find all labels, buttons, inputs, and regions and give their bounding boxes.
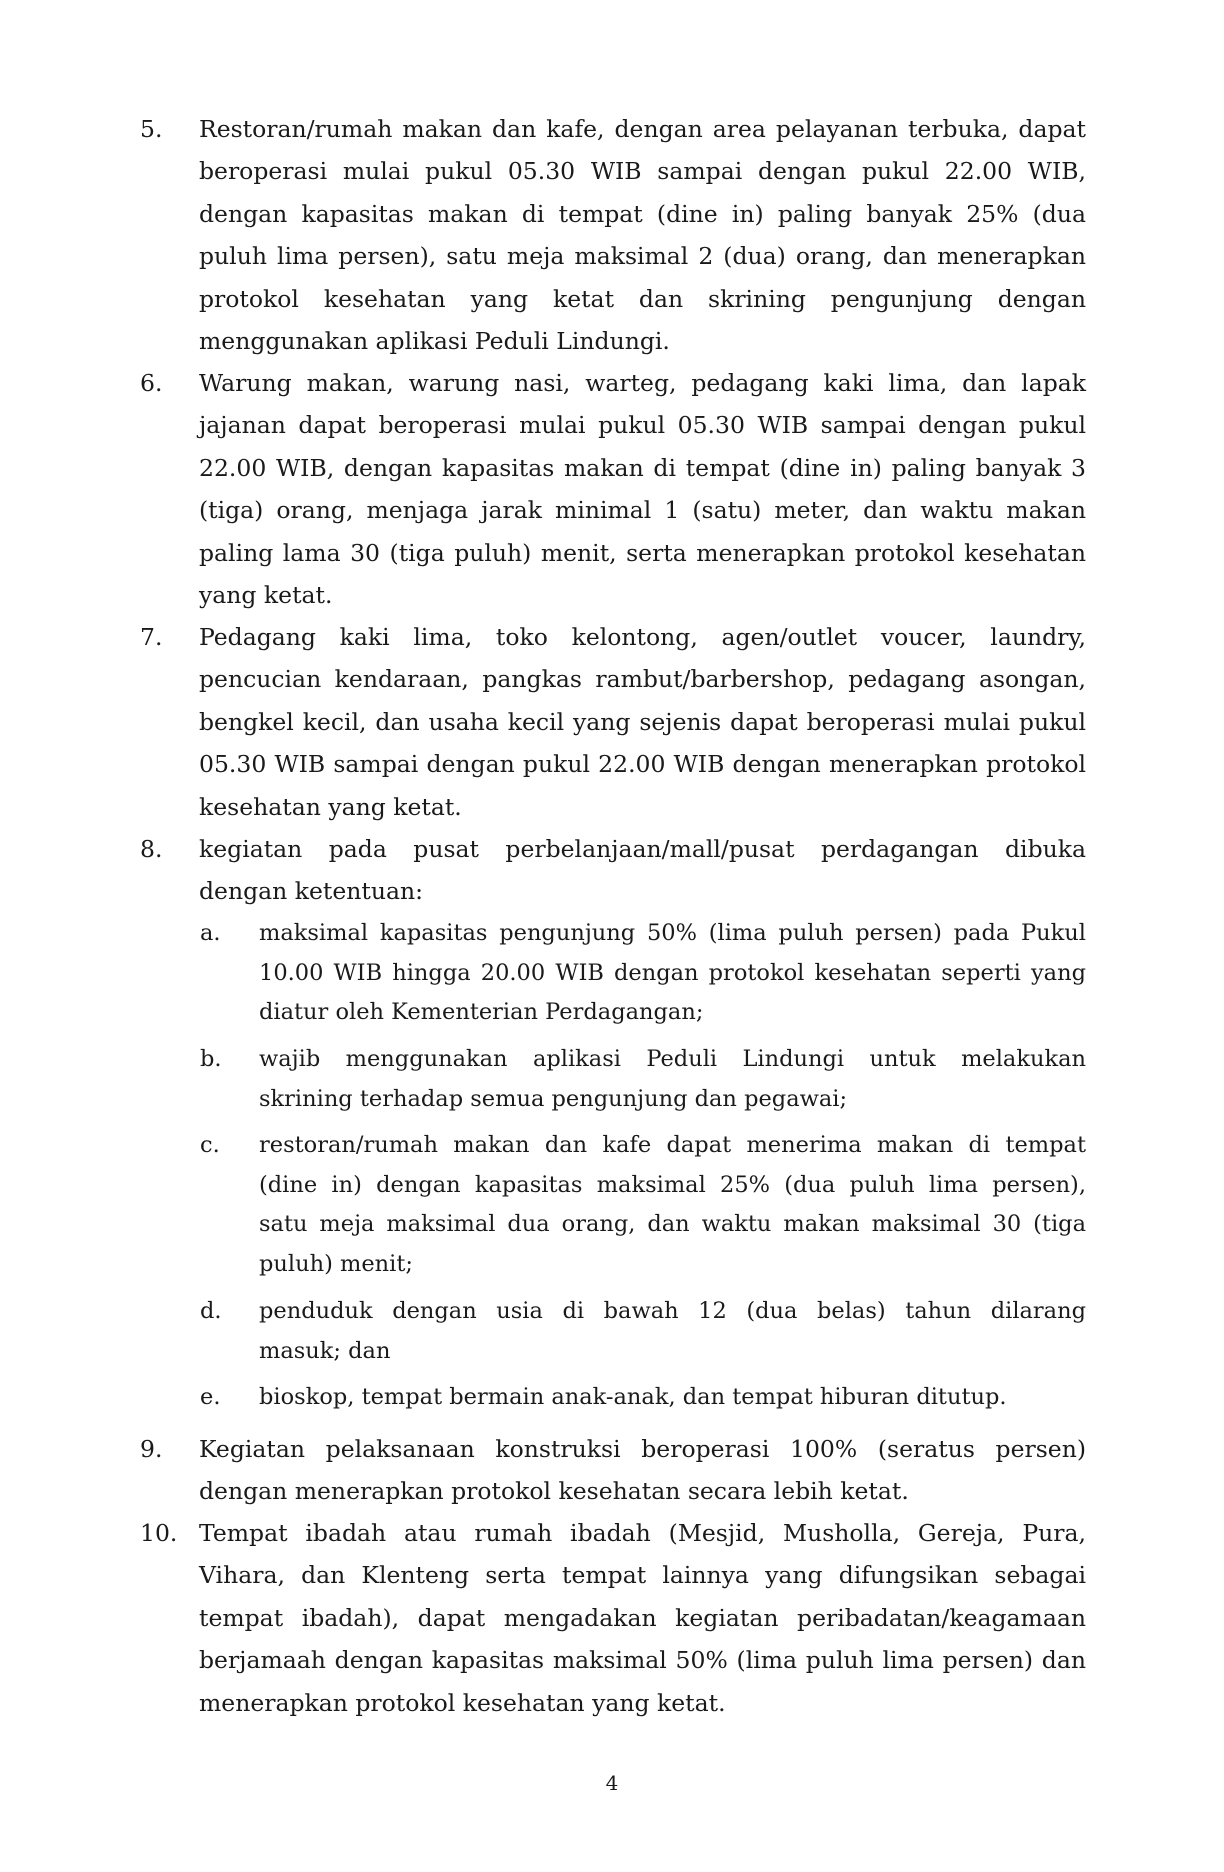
- list-item-text: [199, 362, 1086, 616]
- text-line: Pedagang kaki lima, toko kelontong, agen/outlet voucer, laundry,: [199, 623, 1086, 651]
- text-line: puluh lima persen), satu meja maksimal 2 (dua) orang, dan menerapkan: [199, 242, 1086, 271]
- text-line: (tiga) orang, menjaga jarak minimal 1 (satu) meter, dan waktu makan: [199, 496, 1086, 525]
- text-line: puluh) menit;: [259, 1250, 413, 1277]
- text-line: jajanan dapat beroperasi mulai pukul 05.30 WIB sampai dengan pukul: [199, 411, 1086, 440]
- list-item-number: 9.: [140, 1435, 163, 1463]
- text-line: kegiatan pada pusat perbelanjaan/mall/pusat perdagangan dibuka: [199, 835, 1086, 863]
- list-item-6: [140, 362, 1086, 616]
- text-line: menggunakan aplikasi Peduli Lindungi.: [199, 327, 670, 356]
- text-line: skrining terhadap semua pengunjung dan pegawai;: [259, 1085, 848, 1112]
- list-item-text: [199, 828, 1086, 913]
- text-line: 22.00 WIB, dengan kapasitas makan di tempat (dine in) paling banyak 3: [199, 453, 1086, 482]
- text-line: Vihara, dan Klenteng serta tempat lainnya yang difungsikan sebagai: [199, 1561, 1086, 1590]
- text-line: satu meja maksimal dua orang, dan waktu makan maksimal 30 (tiga: [259, 1211, 1086, 1237]
- list-item-8: [140, 828, 1086, 913]
- list-item-text: [199, 1428, 1086, 1513]
- text-line: dengan ketentuan:: [199, 877, 424, 906]
- text-line: 10.00 WIB hingga 20.00 WIB dengan protokol kesehatan seperti yang: [259, 959, 1086, 986]
- text-line: berjamaah dengan kapasitas maksimal 50% (lima puluh lima persen) dan: [199, 1646, 1086, 1675]
- text-line: dengan menerapkan protokol kesehatan secara lebih ketat.: [199, 1477, 909, 1506]
- text-line: protokol kesehatan yang ketat dan skrining pengunjung dengan: [199, 284, 1086, 313]
- text-line: bioskop, tempat bermain anak-anak, dan tempat hiburan ditutup.: [259, 1384, 1007, 1410]
- page-number: 4: [605, 1771, 619, 1795]
- text-line: wajib menggunakan aplikasi Peduli Lindungi untuk melakukan: [259, 1046, 1086, 1072]
- sub-item-a: [200, 914, 1086, 1033]
- sub-item-b: [200, 1040, 1086, 1119]
- sub-item-text: [259, 914, 1086, 1033]
- list-item-number: 7.: [140, 623, 163, 651]
- text-line: maksimal kapasitas pengunjung 50% (lima puluh persen) pada Pukul: [259, 920, 1086, 946]
- text-line: beroperasi mulai pukul 05.30 WIB sampai dengan pukul 22.00 WIB,: [199, 157, 1086, 186]
- sub-item-letter: a.: [200, 920, 221, 946]
- sub-item-e: [200, 1378, 1086, 1418]
- text-line: masuk; dan: [259, 1337, 391, 1364]
- list-item-10: [140, 1512, 1086, 1724]
- list-item-number: 5.: [140, 115, 163, 143]
- text-line: Restoran/rumah makan dan kafe, dengan area pelayanan terbuka, dapat: [199, 115, 1086, 143]
- sub-item-d: [200, 1292, 1086, 1371]
- sub-item-letter: d.: [200, 1298, 222, 1324]
- text-line: Kegiatan pelaksanaan konstruksi beroperasi 100% (seratus persen): [199, 1435, 1086, 1463]
- sub-item-text: [259, 1292, 1086, 1371]
- text-line: Tempat ibadah atau rumah ibadah (Mesjid, Musholla, Gereja, Pura,: [199, 1519, 1086, 1547]
- text-line: tempat ibadah), dapat mengadakan kegiatan peribadatan/keagamaan: [199, 1603, 1086, 1632]
- list-item-text: [199, 616, 1086, 828]
- text-line: Warung makan, warung nasi, warteg, pedagang kaki lima, dan lapak: [199, 369, 1086, 397]
- text-line: dengan kapasitas makan di tempat (dine in) paling banyak 25% (dua: [199, 199, 1086, 228]
- sub-item-c: [200, 1126, 1086, 1284]
- text-line: kesehatan yang ketat.: [199, 792, 462, 821]
- list-item-number: 8.: [140, 835, 163, 863]
- text-line: menerapkan protokol kesehatan yang ketat.: [199, 1688, 726, 1717]
- list-item-number: 6.: [140, 369, 163, 397]
- text-line: diatur oleh Kementerian Perdagangan;: [259, 999, 704, 1025]
- list-item-5: [140, 108, 1086, 362]
- sub-item-letter: b.: [200, 1046, 222, 1072]
- text-line: restoran/rumah makan dan kafe dapat menerima makan di tempat: [259, 1132, 1086, 1158]
- sub-item-text: [259, 1126, 1086, 1284]
- sub-item-text: [259, 1378, 1086, 1418]
- text-line: yang ketat.: [199, 581, 333, 610]
- text-line: pencucian kendaraan, pangkas rambut/barbershop, pedagang asongan,: [199, 665, 1086, 694]
- sub-item-letter: c.: [200, 1132, 220, 1158]
- text-line: bengkel kecil, dan usaha kecil yang sejenis dapat beroperasi mulai pukul: [199, 707, 1086, 736]
- list-item-text: [199, 108, 1086, 362]
- list-item-9: [140, 1428, 1086, 1513]
- text-line: penduduk dengan usia di bawah 12 (dua belas) tahun dilarang: [259, 1298, 1086, 1324]
- text-line: (dine in) dengan kapasitas maksimal 25% (dua puluh lima persen),: [259, 1171, 1086, 1198]
- text-line: paling lama 30 (tiga puluh) menit, serta menerapkan protokol kesehatan: [199, 538, 1086, 567]
- sub-item-letter: e.: [200, 1384, 221, 1410]
- text-line: 05.30 WIB sampai dengan pukul 22.00 WIB dengan menerapkan protokol: [199, 750, 1086, 779]
- list-item-7: [140, 616, 1086, 828]
- sub-item-text: [259, 1040, 1086, 1119]
- list-item-text: [199, 1512, 1086, 1724]
- list-item-number: 10.: [140, 1519, 178, 1547]
